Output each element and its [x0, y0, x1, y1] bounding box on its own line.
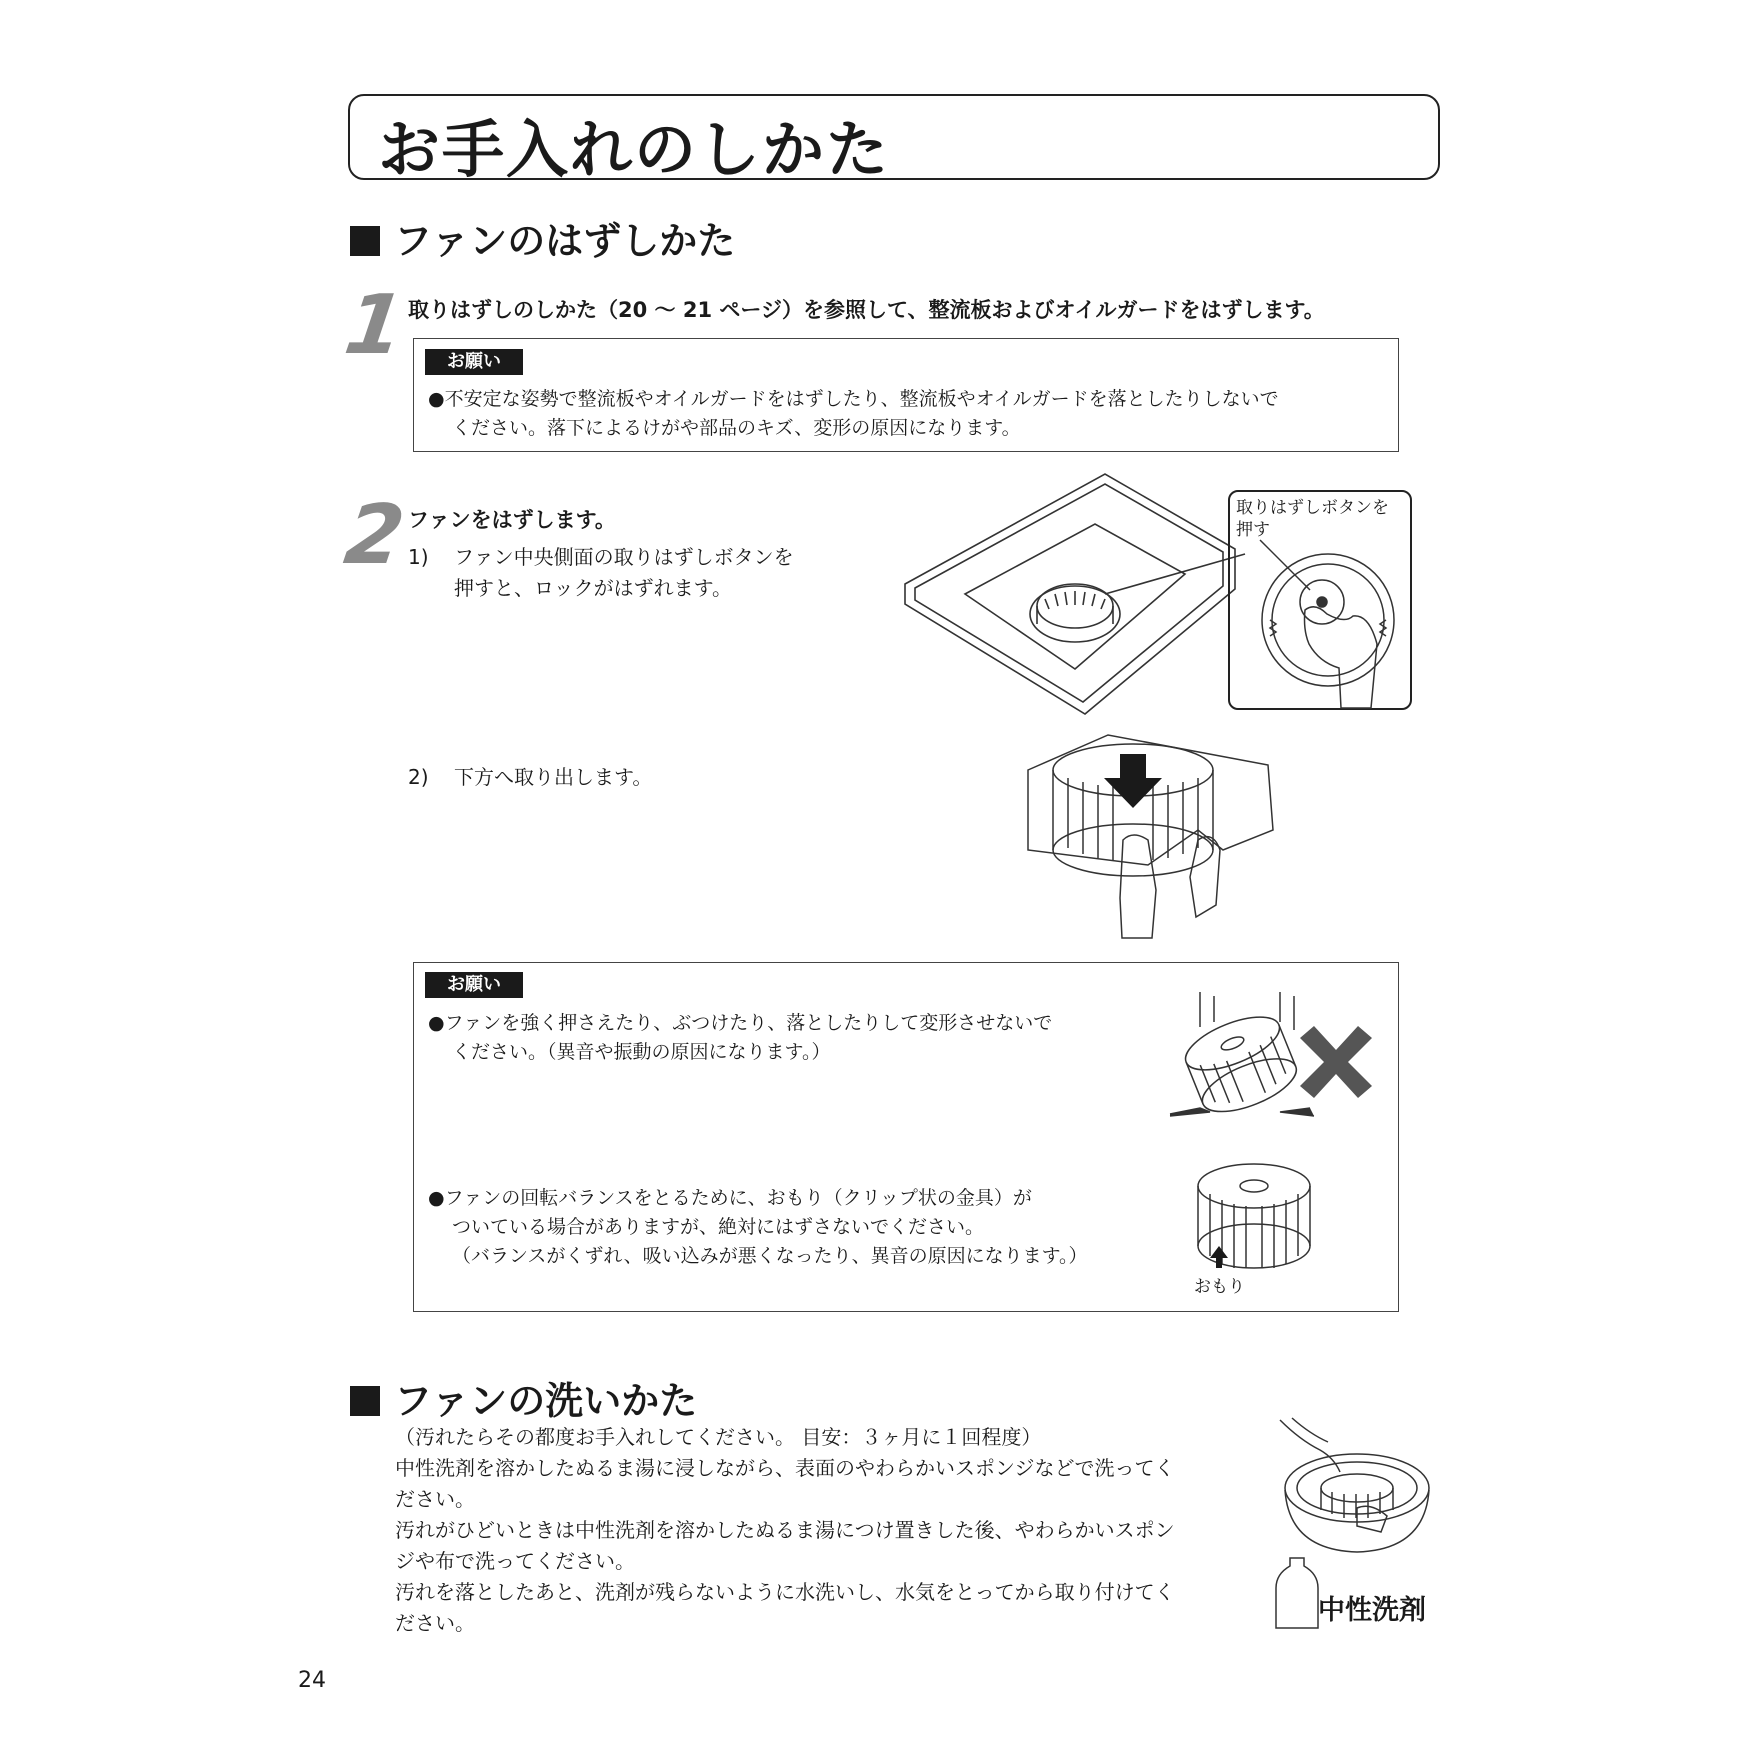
step2-text: ファンをはずします。 [408, 508, 616, 532]
wash-line: ださい。 [395, 1611, 475, 1635]
section-heading-fan-washing [350, 1370, 697, 1425]
step1-text: 取りはずしのしかた（20 ～ 21 ページ）を参照して、整流板およびオイルガードをはずします。 [408, 298, 1325, 322]
substep-1-line1: ファン中央側面の取りはずしボタンを [454, 545, 794, 569]
fan-pull-down-illustration [1028, 730, 1278, 938]
square-bullet-icon [350, 226, 380, 256]
fan-with-weight-illustration [1190, 1160, 1320, 1280]
callout-line1: 取りはずしボタンを [1236, 498, 1389, 518]
wash-line: 汚れがひどいときは中性洗剤を溶かしたぬるま湯につけ置きした後、やわらかいスポン [395, 1518, 1175, 1542]
hood-fan-illustration [905, 474, 1245, 724]
section-heading-text: ファンのはずしかた [394, 219, 736, 263]
substep-1-number: 1) [408, 545, 429, 569]
caution-tag-2: お願い [425, 972, 523, 998]
caution-2-b2-line2: ついている場合がありますが、絶対にはずさないでください。 [452, 1216, 985, 1238]
section-heading-fan-removal [350, 210, 735, 265]
caution-1-line1: ●不安定な姿勢で整流板やオイルガードをはずしたり、整流板やオイルガードを落としたりしないで [428, 388, 1279, 410]
substep-1-line2: 押すと、ロックがはずれます。 [454, 576, 732, 600]
caution-1-line2: ください。落下によるけがや部品のキズ、変形の原因になります。 [452, 417, 1021, 439]
wash-line: 中性洗剤を溶かしたぬるま湯に浸しながら、表面のやわらかいスポンジなどで洗ってく [395, 1456, 1175, 1480]
wash-line: 汚れを落としたあと、洗剤が残らないように水洗いし、水気をとってから取り付けてく [395, 1580, 1175, 1604]
section-heading-text: ファンの洗いかた [394, 1379, 698, 1423]
detergent-label: 中性洗剤 [1318, 1595, 1426, 1626]
callout-line2: 押す [1236, 520, 1270, 540]
wash-line: ださい。 [395, 1487, 475, 1511]
page-number: 24 [298, 1668, 326, 1693]
wash-line: （汚れたらその都度お手入れしてください。 目安：３ヶ月に１回程度） [395, 1425, 1042, 1449]
dropped-fan-illustration [1170, 992, 1370, 1132]
caution-2-b2-line1: ●ファンの回転バランスをとるために、おもり（クリップ状の金具）が [428, 1187, 1032, 1209]
prohibited-x-icon [1300, 1026, 1372, 1098]
step-number-1: 1 [339, 278, 410, 373]
substep-2-text: 下方へ取り出します。 [454, 765, 653, 789]
caution-tag-1: お願い [425, 349, 523, 375]
washing-instructions [395, 1422, 1175, 1639]
weight-label: おもり [1194, 1277, 1245, 1297]
wash-line: ジや布で洗ってください。 [395, 1549, 635, 1573]
page-title: お手入れのしかた [378, 113, 891, 186]
caution-2-b1-line1: ●ファンを強く押さえたり、ぶつけたり、落としたりして変形させないで [428, 1012, 1053, 1034]
caution-2-b1-line2: ください。（異音や振動の原因になります。） [452, 1041, 831, 1063]
press-button-illustration [1250, 540, 1400, 708]
step-number-2: 2 [339, 488, 410, 583]
caution-2-b2-line3: （バランスがくずれ、吸い込みが悪くなったり、異音の原因になります。） [452, 1245, 1088, 1267]
substep-2-number: 2) [408, 765, 429, 789]
square-bullet-icon [350, 1386, 380, 1416]
